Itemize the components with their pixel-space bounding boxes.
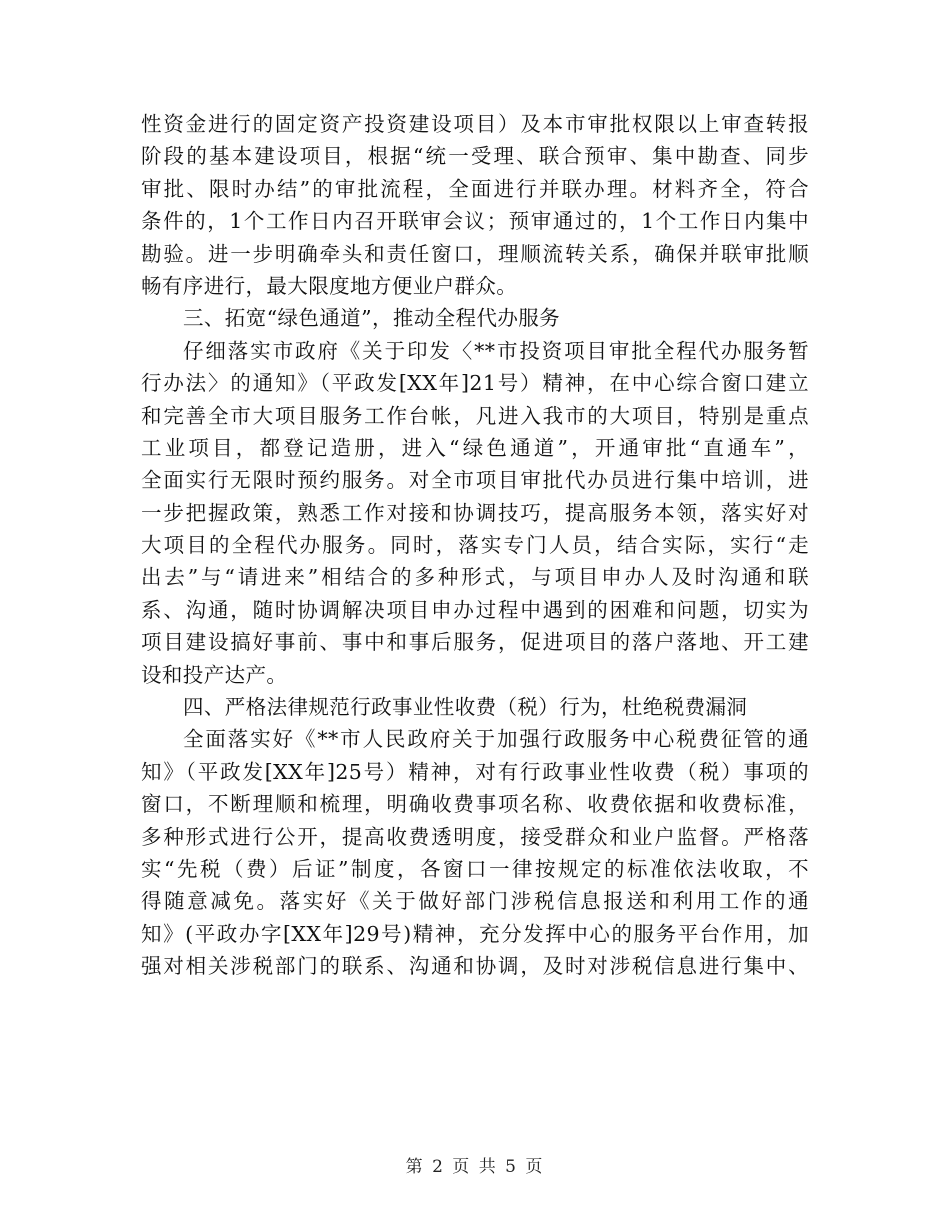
text-line: 行办法〉的通知》（平政发[XX年]21号）精神，在中心综合窗口建立 <box>141 371 809 396</box>
text-line: 知》（平政发[XX年]25号）精神，对有行政事业性收费（税）事项的 <box>141 759 809 784</box>
text-line: 系、沟通，随时协调解决项目申办过程中遇到的困难和问题，切实为 <box>141 597 809 622</box>
text-line: 工业项目，都登记造册，进入“绿色通道”，开通审批“直通车”， <box>141 435 809 460</box>
text-line: 四、严格法律规范行政事业性收费（税）行为，杜绝税费漏洞 <box>183 695 748 720</box>
text-line: 得随意减免。落实好《关于做好部门涉税信息报送和利用工作的通 <box>141 889 809 914</box>
text-line: 性资金进行的固定资产投资建设项目）及本市审批权限以上审查转报 <box>141 112 809 136</box>
text-line: 和完善全市大项目服务工作台帐，凡进入我市的大项目，特别是重点 <box>141 403 809 428</box>
text-line: 窗口，不断理顺和梳理，明确收费事项名称、收费依据和收费标准， <box>141 792 809 817</box>
text-line: 大项目的全程代办服务。同时，落实专门人员，结合实际，实行“走 <box>141 533 809 558</box>
text-line: 三、拓宽“绿色通道”，推动全程代办服务 <box>183 306 561 331</box>
text-line: 阶段的基本建设项目，根据“统一受理、联合预审、集中勘查、同步 <box>141 144 809 169</box>
text-line: 强对相关涉税部门的联系、沟通和协调，及时对涉税信息进行集中、 <box>141 954 809 979</box>
body-text <box>141 108 809 983</box>
text-line: 项目建设搞好事前、事中和事后服务，促进项目的落户落地、开工建 <box>141 630 809 655</box>
text-line: 全面落实好《**市人民政府关于加强行政服务中心税费征管的通 <box>183 727 809 752</box>
text-line: 全面实行无限时预约服务。对全市项目审批代办员进行集中培训，进 <box>141 468 809 493</box>
text-line: 一步把握政策，熟悉工作对接和协调技巧，提高服务本领，落实好对 <box>141 500 809 525</box>
text-line: 实“先税（费）后证”制度，各窗口一律按规定的标准依法收取，不 <box>141 856 809 881</box>
text-line: 畅有序进行，最大限度地方便业户群众。 <box>141 273 518 298</box>
text-line: 知》(平政办字[XX年]29号)精神，充分发挥中心的服务平台作用，加 <box>141 921 809 946</box>
text-line: 多种形式进行公开，提高收费透明度，接受群众和业户监督。严格落 <box>141 824 809 849</box>
text-line: 出去”与“请进来”相结合的多种形式，与项目申办人及时沟通和联 <box>141 565 809 590</box>
text-line: 条件的，1个工作日内召开联审会议；预审通过的，1个工作日内集中 <box>141 209 809 234</box>
text-line: 审批、限时办结”的审批流程，全面进行并联办理。材料齐全，符合 <box>141 176 809 201</box>
text-line: 设和投产达产。 <box>141 662 288 687</box>
text-line: 勘验。进一步明确牵头和责任窗口，理顺流转关系，确保并联审批顺 <box>141 241 809 266</box>
text-line: 仔细落实市政府《关于印发〈**市投资项目审批全程代办服务暂 <box>183 338 809 363</box>
page-footer: 第 2 页 共 5 页 <box>405 1157 545 1177</box>
